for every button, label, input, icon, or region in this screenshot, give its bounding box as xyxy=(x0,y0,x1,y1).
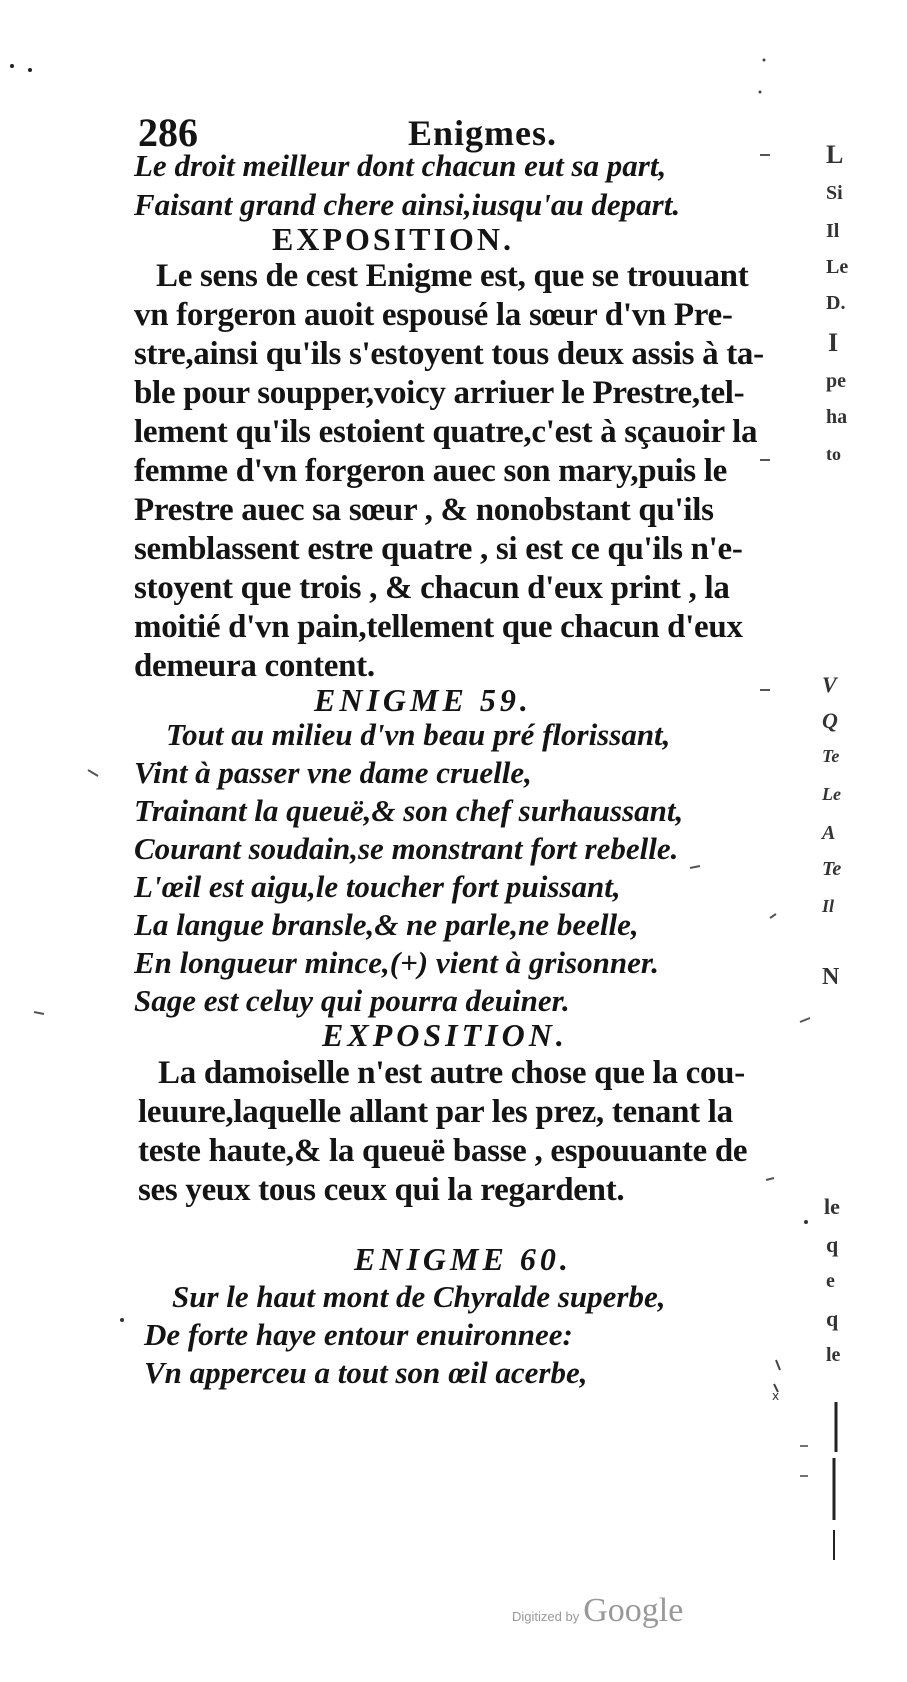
prose-line: lement qu'ils estoient quatre,c'est à sçauoir la xyxy=(134,414,758,450)
prose-line: ble pour soupper,voicy arriuer le Prestre,tel- xyxy=(134,375,745,411)
facing-page-fragment: pe xyxy=(826,370,846,392)
facing-page-fragment: q xyxy=(826,1306,839,1331)
facing-page-fragment: Il xyxy=(822,896,835,916)
prose-line: Le sens de cest Enigme est, que se trouuant xyxy=(156,258,749,294)
verse-line: Le droit meilleur dont chacun eut sa part, xyxy=(134,148,667,183)
facing-page-fragment: Si xyxy=(826,182,843,204)
verse-line: Courant soudain,se monstrant fort rebelle. xyxy=(134,831,679,866)
prose-line: demeura content. xyxy=(134,648,375,684)
running-title: Enigmes. xyxy=(408,113,558,153)
google-logo: Google xyxy=(583,1592,684,1629)
digitization-watermark xyxy=(512,1592,683,1630)
facing-page-fragment: Le xyxy=(826,256,849,278)
facing-page-fragment: A xyxy=(822,822,836,844)
watermark-prefix: Digitized by xyxy=(512,1609,580,1624)
page-number: 286 xyxy=(138,110,198,155)
facing-page-fragment: q xyxy=(826,1232,839,1257)
facing-page-fragment: Q xyxy=(822,708,838,733)
verse-line: Sage est celuy qui pourra deuiner. xyxy=(134,983,570,1018)
facing-page-fragment: N xyxy=(822,964,840,990)
prose-line: La damoiselle n'est autre chose que la cou- xyxy=(158,1055,745,1091)
prose-line: femme d'vn forgeron auec son mary,puis le xyxy=(134,453,727,489)
prose-line: ses yeux tous ceux qui la regardent. xyxy=(138,1172,625,1208)
verse-line: En longueur mince,(+) vient à grisonner. xyxy=(134,945,659,980)
verse-line: De forte haye entour enuironnee: xyxy=(144,1317,573,1352)
verse-line: Trainant la queuë,& son chef surhaussant, xyxy=(134,793,684,828)
verse-line: Vint à passer vne dame cruelle, xyxy=(134,755,532,790)
verse-line: Sur le haut mont de Chyralde superbe, xyxy=(172,1279,666,1314)
verse-line: Vn apperceu a tout son œil acerbe, xyxy=(144,1355,588,1390)
facing-page-fragment: to xyxy=(826,444,841,464)
section-heading-exposition: EXPOSITION. xyxy=(272,221,514,257)
facing-page-fragment: Te xyxy=(822,858,842,880)
prose-line: vn forgeron auoit espousé la sœur d'vn Pre- xyxy=(134,297,733,333)
facing-page-fragment: I xyxy=(828,328,839,357)
prose-line: semblassent estre quatre , si est ce qu'ils n'e- xyxy=(134,531,743,567)
facing-page-fragment: Te xyxy=(822,746,840,766)
prose-line: leuure,laquelle allant par les prez, tenant la xyxy=(138,1094,733,1130)
facing-page-fragment: ha xyxy=(826,406,848,428)
facing-page-fragment: le xyxy=(824,1194,840,1219)
facing-page-fragment: Il xyxy=(826,220,840,242)
verse-line: Tout au milieu d'vn beau pré florissant, xyxy=(166,717,671,752)
verse-line: Faisant grand chere ainsi,iusqu'au depart. xyxy=(134,187,681,222)
prose-line: moitié d'vn pain,tellement que chacun d'eux xyxy=(134,609,743,645)
svg-text:x: x xyxy=(772,1389,780,1403)
facing-page-fragment: D. xyxy=(826,292,846,314)
facing-page-fragment: L xyxy=(826,140,844,169)
enigme-heading: ENIGME 60. xyxy=(354,1241,572,1277)
facing-page-fragment: Le xyxy=(822,784,841,804)
section-heading-exposition: EXPOSITION. xyxy=(322,1017,568,1053)
facing-page-fragment: V xyxy=(822,672,837,697)
prose-line: stoyent que trois , & chacun d'eux print , la xyxy=(134,570,730,606)
facing-page-fragment: e xyxy=(826,1270,835,1292)
verse-line: La langue bransle,& ne parle,ne beelle, xyxy=(134,907,639,942)
prose-line: teste haute,& la queuë basse , espouuante de xyxy=(138,1133,748,1169)
prose-line: Prestre auec sa sœur , & nonobstant qu'ils xyxy=(134,492,714,528)
verse-line: L'œil est aigu,le toucher fort puissant, xyxy=(134,869,621,904)
enigme-heading: ENIGME 59. xyxy=(314,682,532,718)
facing-page-fragment: le xyxy=(826,1344,841,1366)
prose-line: stre,ainsi qu'ils s'estoyent tous deux assis à ta- xyxy=(134,336,764,372)
